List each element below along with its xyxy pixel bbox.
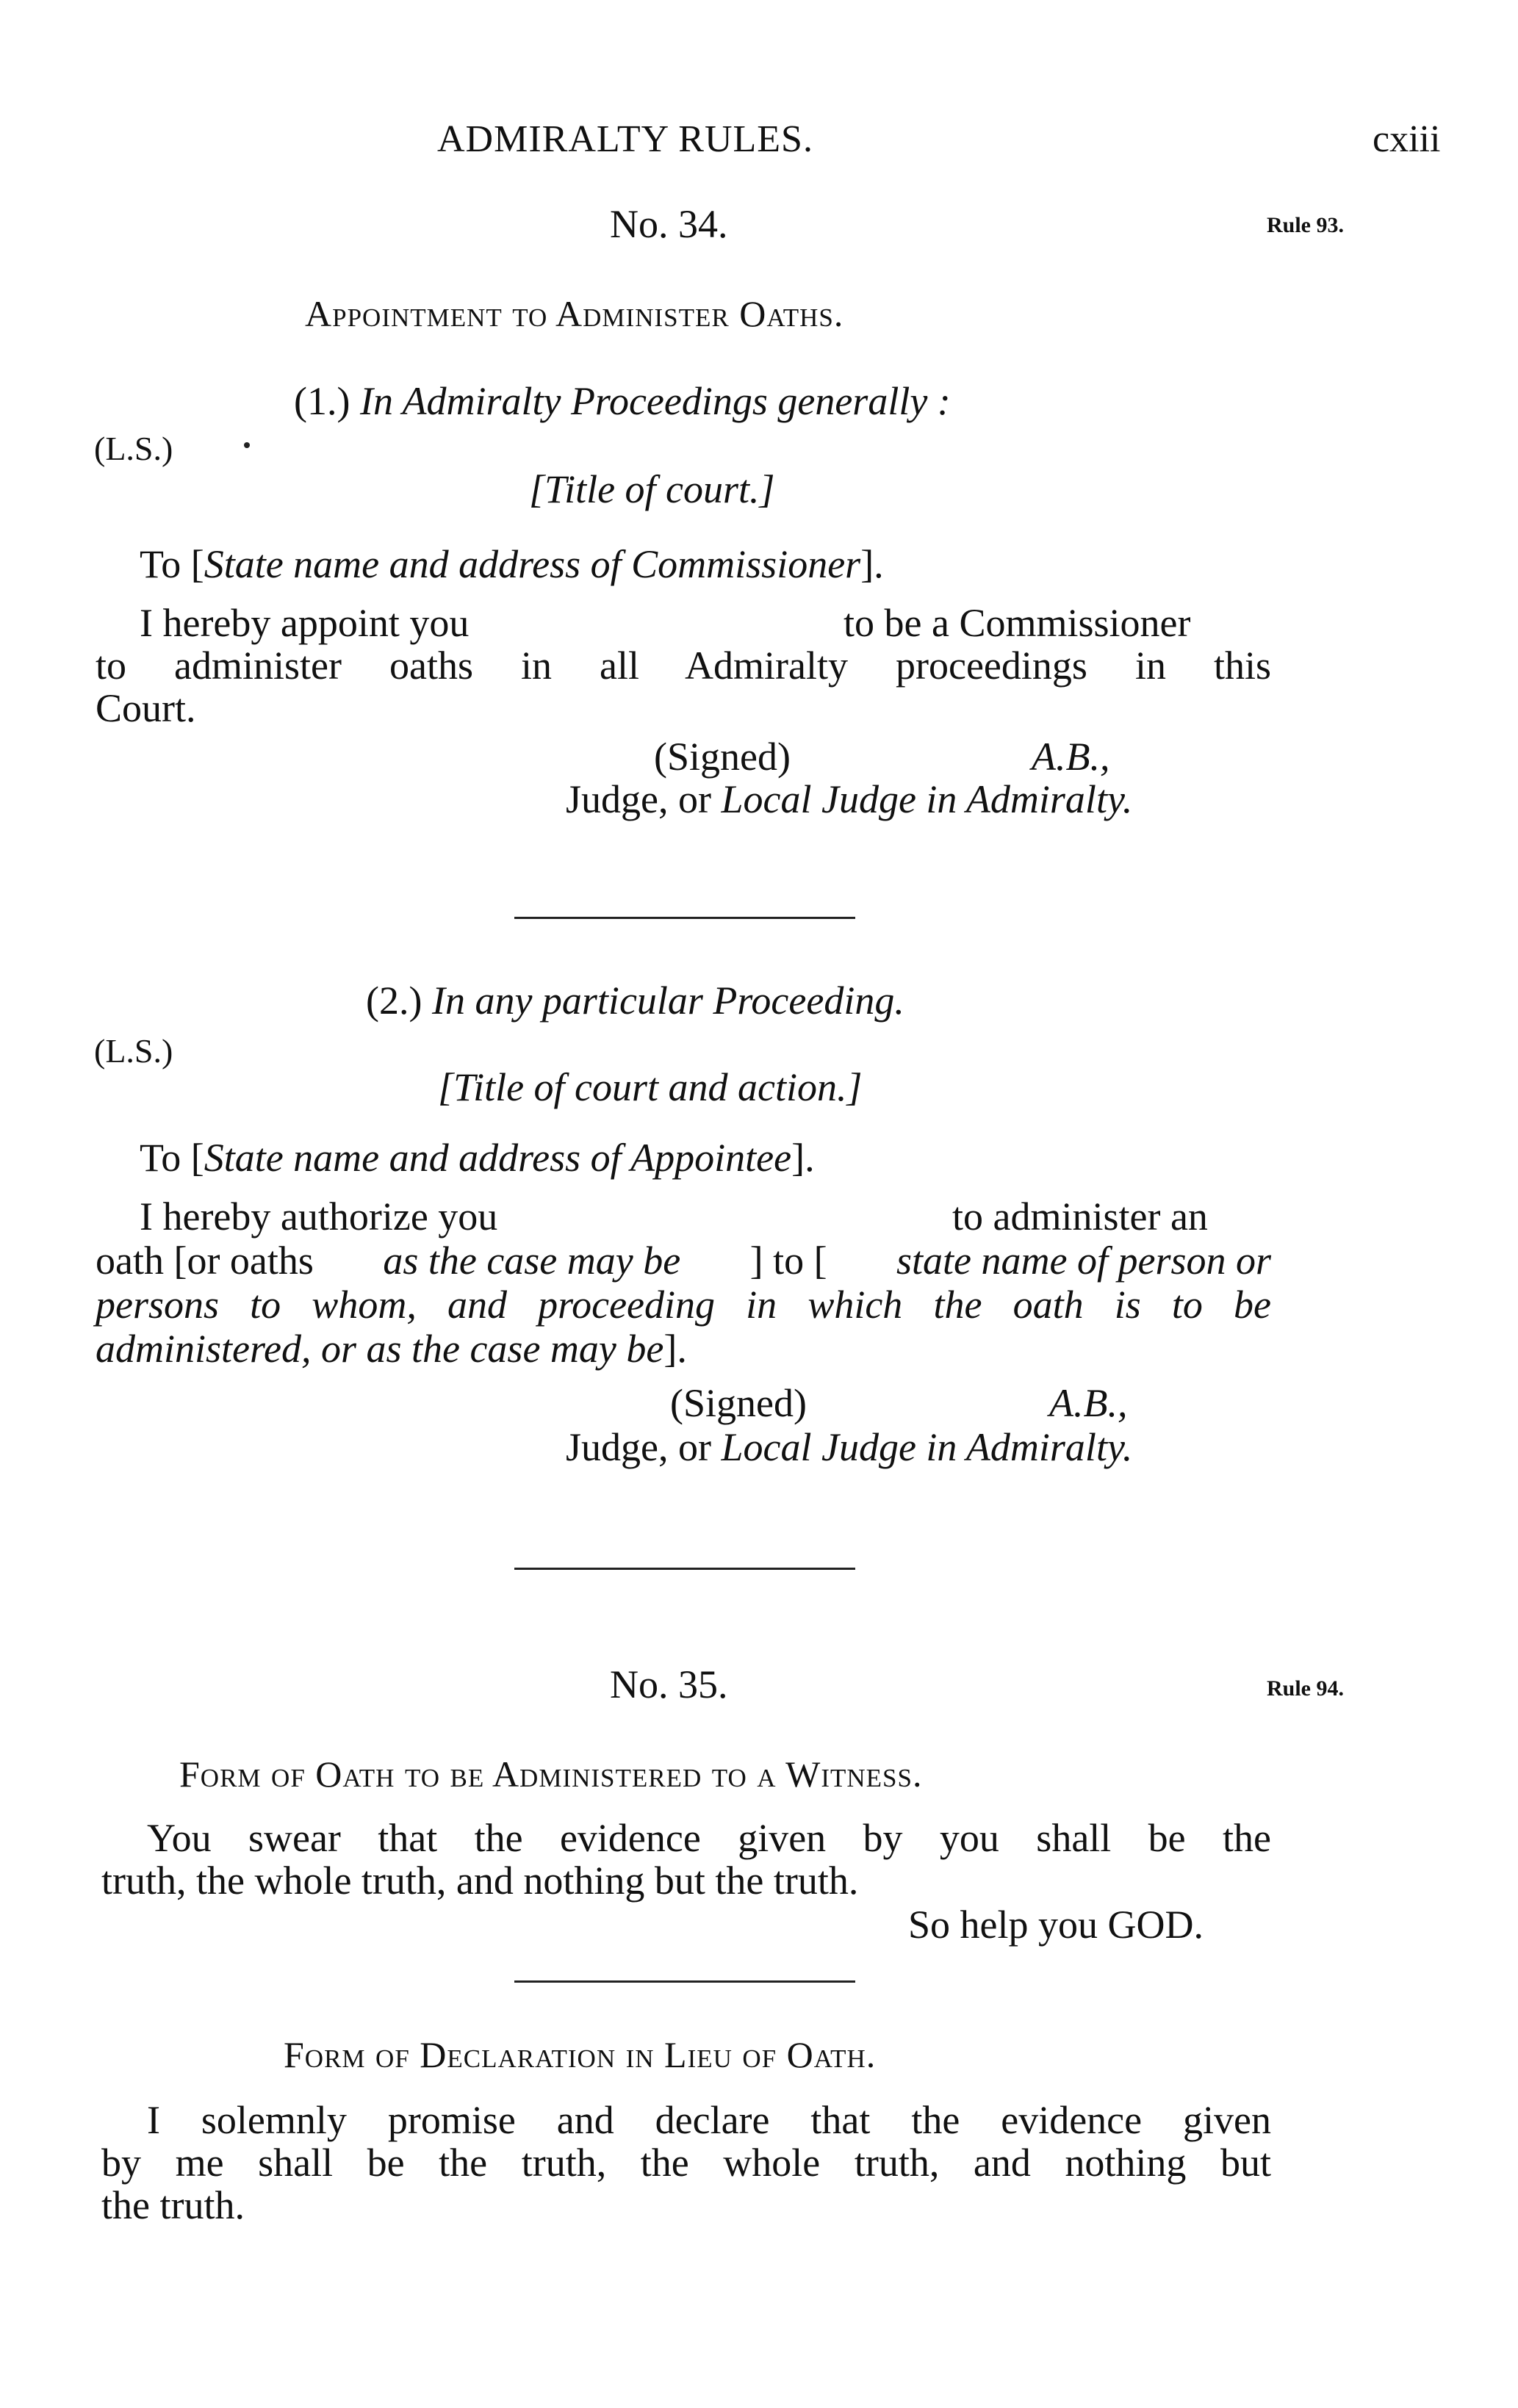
addressee-line-2 — [140, 1136, 815, 1180]
form-number-34: No. 34. — [610, 202, 728, 246]
page-number: cxiii — [1373, 118, 1441, 160]
appointment-line-1b: to be a Commissioner — [843, 601, 1191, 645]
signer-2: A.B., — [1049, 1381, 1128, 1425]
declaration-line-3: the truth. — [101, 2183, 245, 2227]
part-2-label: (2.) — [366, 978, 422, 1023]
seal-dot — [244, 442, 250, 448]
part-2-title-text: In any particular Proceeding. — [431, 978, 904, 1023]
authorize-line-1a: I hereby authorize you — [140, 1194, 498, 1239]
rule-reference-94: Rule 94. — [1267, 1676, 1344, 1701]
close-bracket: ]. — [663, 1327, 687, 1371]
oath-line-1: You swear that the evidence given by you shall be the — [147, 1816, 1271, 1860]
form-34-heading: Appointment to Administer Oaths. — [305, 293, 844, 334]
title-of-court-1: [Title of court.] — [529, 467, 775, 511]
divider-rule — [514, 1980, 855, 1983]
divider-rule — [514, 917, 855, 919]
judge-title: Local Judge in Admiralty. — [721, 777, 1133, 821]
oath-heading: Form of Oath to be Administered to a Witness. — [179, 1753, 923, 1795]
to-prefix: To [ — [140, 542, 204, 586]
signed-label-1: (Signed) — [654, 735, 791, 779]
part-2-title — [366, 978, 904, 1023]
title-of-court-2: [Title of court and action.] — [438, 1065, 863, 1109]
declaration-line-1: I solemnly promise and declare that the evidence given — [147, 2098, 1271, 2142]
signer-1: A.B., — [1032, 735, 1110, 779]
authorize-line-3: persons to whom, and proceeding in which the oath is to be — [96, 1283, 1271, 1327]
judge-title: Local Judge in Admiralty. — [721, 1425, 1133, 1469]
to-suffix: ]. — [791, 1136, 815, 1180]
to-prefix: To [ — [140, 1136, 204, 1180]
seal-ls-1: (L.S.) — [94, 430, 173, 467]
appointment-line-3: Court. — [96, 686, 196, 730]
part-1-label: (1.) — [294, 379, 350, 423]
form-number-35: No. 35. — [610, 1662, 728, 1706]
to-fragment: ] to [ — [749, 1239, 827, 1283]
addressee-placeholder: State name and address of Commissioner — [204, 542, 861, 586]
state-name-fragment: state name of person or — [896, 1239, 1271, 1283]
judge-prefix: Judge, or — [566, 777, 711, 821]
addressee-placeholder: State name and address of Appointee — [204, 1136, 792, 1180]
authorize-line-4 — [96, 1327, 687, 1371]
declaration-line-2: by me shall be the truth, the whole truth, and nothing but — [101, 2141, 1271, 2185]
rule-reference-93: Rule 93. — [1267, 213, 1344, 237]
addressee-line-1 — [140, 542, 884, 586]
appointment-line-2: to administer oaths in all Admiralty proceedings in this — [96, 644, 1271, 688]
running-head: ADMIRALTY RULES. — [437, 118, 813, 160]
appointment-line-1a: I hereby appoint you — [140, 601, 470, 645]
oath-line-2: truth, the whole truth, and nothing but the truth. — [101, 1859, 859, 1903]
signed-label-2: (Signed) — [670, 1381, 807, 1425]
judge-prefix: Judge, or — [566, 1425, 711, 1469]
divider-rule — [514, 1568, 855, 1570]
judge-line-2 — [566, 1425, 1132, 1469]
administered-fragment: administered, or as the case may be — [96, 1327, 664, 1371]
judge-line-1 — [566, 777, 1132, 821]
to-suffix: ]. — [860, 542, 884, 586]
oath-close: So help you GOD. — [908, 1903, 1204, 1947]
authorize-line-2 — [96, 1239, 1271, 1283]
seal-ls-2: (L.S.) — [94, 1032, 173, 1070]
part-1-title-text: In Admiralty Proceedings generally : — [359, 379, 951, 423]
case-fragment: as the case may be — [383, 1239, 681, 1283]
declaration-heading: Form of Declaration in Lieu of Oath. — [284, 2034, 877, 2075]
oath-fragment: oath [or oaths — [96, 1239, 314, 1283]
authorize-line-1b: to administer an — [952, 1194, 1208, 1239]
part-1-title — [294, 379, 951, 423]
